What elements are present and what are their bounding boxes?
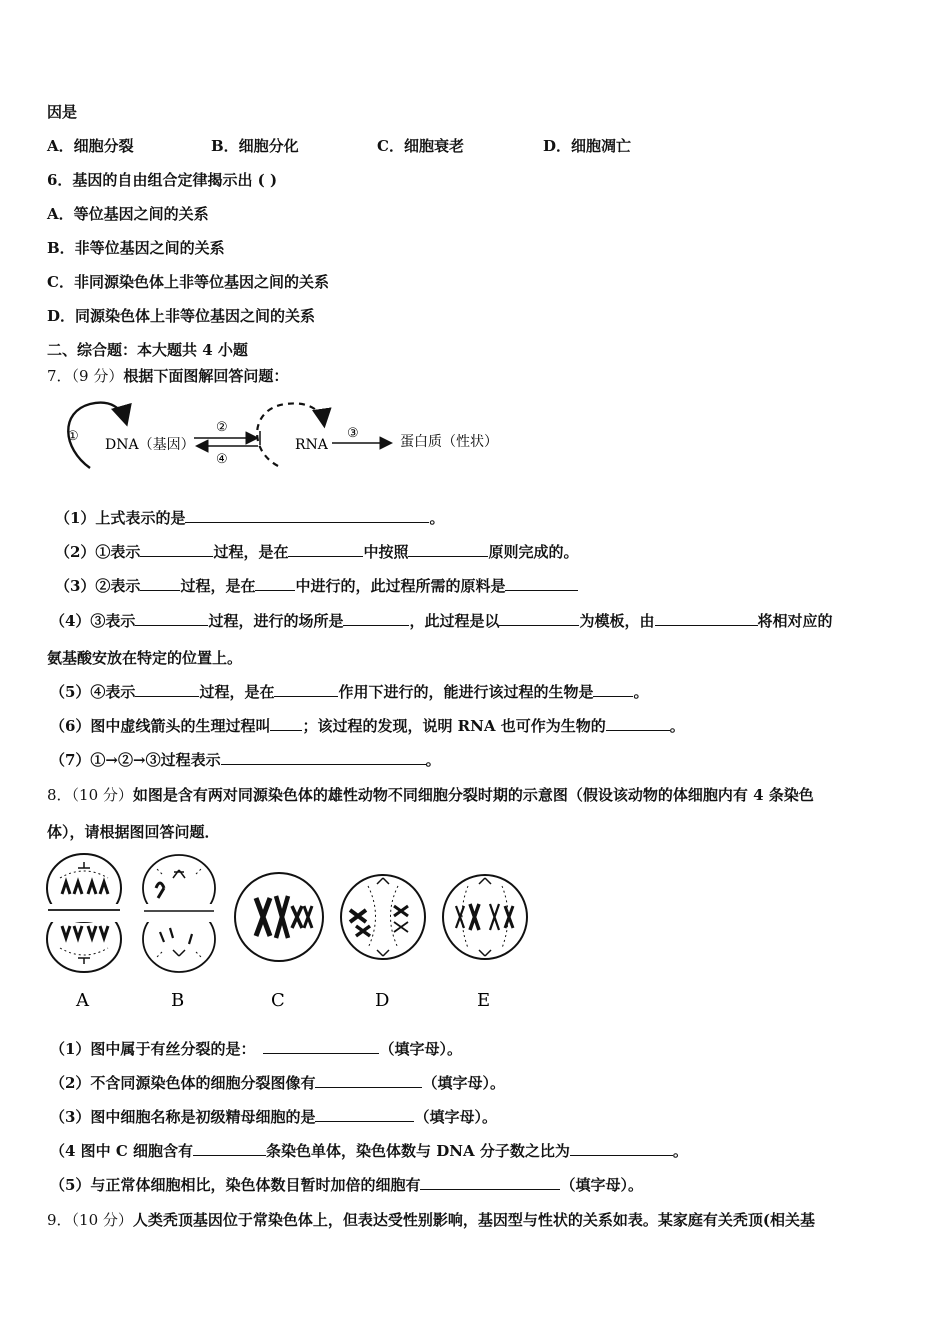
q5-stem-tail: 因是 <box>47 103 78 121</box>
q7-sub2-blank-1[interactable] <box>140 542 213 557</box>
q5-options <box>47 136 631 156</box>
q7-sub4-blank-4[interactable] <box>655 611 758 626</box>
q7-sub1-blank[interactable] <box>185 508 429 523</box>
q8-stem-continued: 体），请根据图回答问题． <box>47 823 220 841</box>
q7-number: 7． <box>47 367 72 385</box>
q6-option-b[interactable]: B．非等位基因之间的关系 <box>47 239 225 257</box>
marker-3: ③ <box>347 426 359 441</box>
q7-sub2-blank-3[interactable] <box>408 542 488 557</box>
protein-label: 蛋白质（性状） <box>400 434 498 450</box>
q7-sub4-continued: 氨基酸安放在特定的位置上。 <box>47 649 243 667</box>
q8-sub4: （4 图中 C 细胞含有 条染色单体，染色体数与 DNA 分子数之比为 。 <box>50 1142 688 1160</box>
q5-option-b[interactable]: B．细胞分化 <box>211 137 299 155</box>
q7-stem <box>47 366 288 386</box>
q6-option-d[interactable]: D．同源染色体上非等位基因之间的关系 <box>47 307 316 325</box>
label-a: A <box>76 990 89 1011</box>
q7-sub3-blank-1[interactable] <box>140 576 180 591</box>
q7-sub7: （7）①→②→③过程表示 。 <box>50 751 441 769</box>
q7-sub6-blank-1[interactable] <box>270 716 302 731</box>
q8-sub1-blank[interactable] <box>263 1039 379 1054</box>
cell-division-figure <box>40 848 540 1018</box>
q6-stem: 6．基因的自由组合定律揭示出 ( ) <box>47 171 278 189</box>
q7-sub2-blank-2[interactable] <box>288 542 363 557</box>
q8-sub2: （2）不含同源染色体的细胞分裂图像有 （填字母）。 <box>50 1074 505 1092</box>
q9-number: 9． <box>47 1211 72 1229</box>
label-b: B <box>171 990 185 1011</box>
label-e: E <box>477 990 491 1011</box>
q6-option-a[interactable]: A．等位基因之间的关系 <box>47 205 209 223</box>
q7-sub5: （5）④表示 过程，是在 作用下进行的，能进行该过程的生物是 。 <box>50 683 649 701</box>
cell-e <box>443 875 527 959</box>
q7-sub5-blank-3[interactable] <box>593 682 633 697</box>
cell-b <box>143 855 215 972</box>
q9-score: （10 分） <box>71 1211 133 1229</box>
q7-sub6: （6）图中虚线箭头的生理过程叫 ；该过程的发现，说明 RNA 也可作为生物的 。 <box>50 717 685 735</box>
label-d: D <box>375 990 390 1011</box>
q6-option-c[interactable]: C．非同源染色体上非等位基因之间的关系 <box>47 273 329 291</box>
dna-label: DNA（基因） <box>105 437 195 453</box>
q7-sub3: （3）②表示 过程，是在 中进行的，此过程所需的原料是 <box>55 576 578 596</box>
q8-sub3: （3）图中细胞名称是初级精母细胞的是 （填字母）。 <box>50 1108 497 1126</box>
q8-sub4-blank-2[interactable] <box>570 1141 673 1156</box>
q7-stem-text: 根据下面图解回答问题： <box>123 367 289 385</box>
q7-sub7-blank[interactable] <box>221 750 426 765</box>
central-dogma-diagram <box>60 398 520 478</box>
q7-sub3-blank-2[interactable] <box>255 576 295 591</box>
q8-sub1: （1）图中属于有丝分裂的是： （填字母）。 <box>50 1040 462 1058</box>
q7-sub5-blank-2[interactable] <box>274 682 338 697</box>
q7-sub4-blank-2[interactable] <box>343 611 409 626</box>
q7-sub4: （4）③表示 过程，进行的场所是 ，此过程是以 为模板，由 将相对应的 <box>50 612 833 630</box>
label-c: C <box>271 990 285 1011</box>
rna-label: RNA <box>295 437 328 453</box>
q7-sub3-blank-3[interactable] <box>505 576 578 591</box>
marker-2: ② <box>216 420 228 435</box>
q8-score: （10 分） <box>71 786 133 804</box>
q7-sub4-blank-3[interactable] <box>499 611 579 626</box>
cell-d <box>341 875 425 959</box>
marker-4: ④ <box>216 452 228 467</box>
cell-a <box>47 854 121 972</box>
section-title: 二、综合题：本大题共 4 小题 <box>47 341 248 359</box>
q8-sub2-blank[interactable] <box>315 1073 422 1088</box>
q7-score: （9 分） <box>71 367 124 385</box>
q8-sub4-blank-1[interactable] <box>193 1141 266 1156</box>
q8-sub3-blank[interactable] <box>315 1107 414 1122</box>
marker-1: ① <box>67 429 79 444</box>
q8-sub5: （5）与正常体细胞相比，染色体数目暂时加倍的细胞有 （填字母）。 <box>50 1176 643 1194</box>
q8-number: 8． <box>47 786 72 804</box>
q9-stem <box>47 1210 815 1230</box>
q7-sub6-blank-2[interactable] <box>606 716 670 731</box>
q5-option-c[interactable]: C．细胞衰老 <box>377 137 464 155</box>
q7-sub2: （2）①表示 过程，是在 中按照 原则完成的。 <box>55 543 579 561</box>
q8-sub5-blank[interactable] <box>420 1175 560 1190</box>
cell-c <box>235 873 323 961</box>
q7-sub5-blank-1[interactable] <box>135 682 199 697</box>
q8-stem <box>47 785 814 805</box>
q8-stem-text: 如图是含有两对同源染色体的雄性动物不同细胞分裂时期的示意图（假设该动物的体细胞内有 4 条染色 <box>132 786 814 804</box>
q7-sub1: （1）上式表示的是 。 <box>55 509 445 527</box>
q7-sub4-blank-1[interactable] <box>135 611 208 626</box>
q5-option-a[interactable]: A．细胞分裂 <box>47 137 134 155</box>
rna-replication-loop-arrow <box>257 403 324 466</box>
q5-option-d[interactable]: D．细胞凋亡 <box>543 137 632 155</box>
q9-stem-text: 人类秃顶基因位于常染色体上，但表达受性别影响，基因型与性状的关系如表。某家庭有关秃顶(相关基 <box>132 1211 816 1229</box>
